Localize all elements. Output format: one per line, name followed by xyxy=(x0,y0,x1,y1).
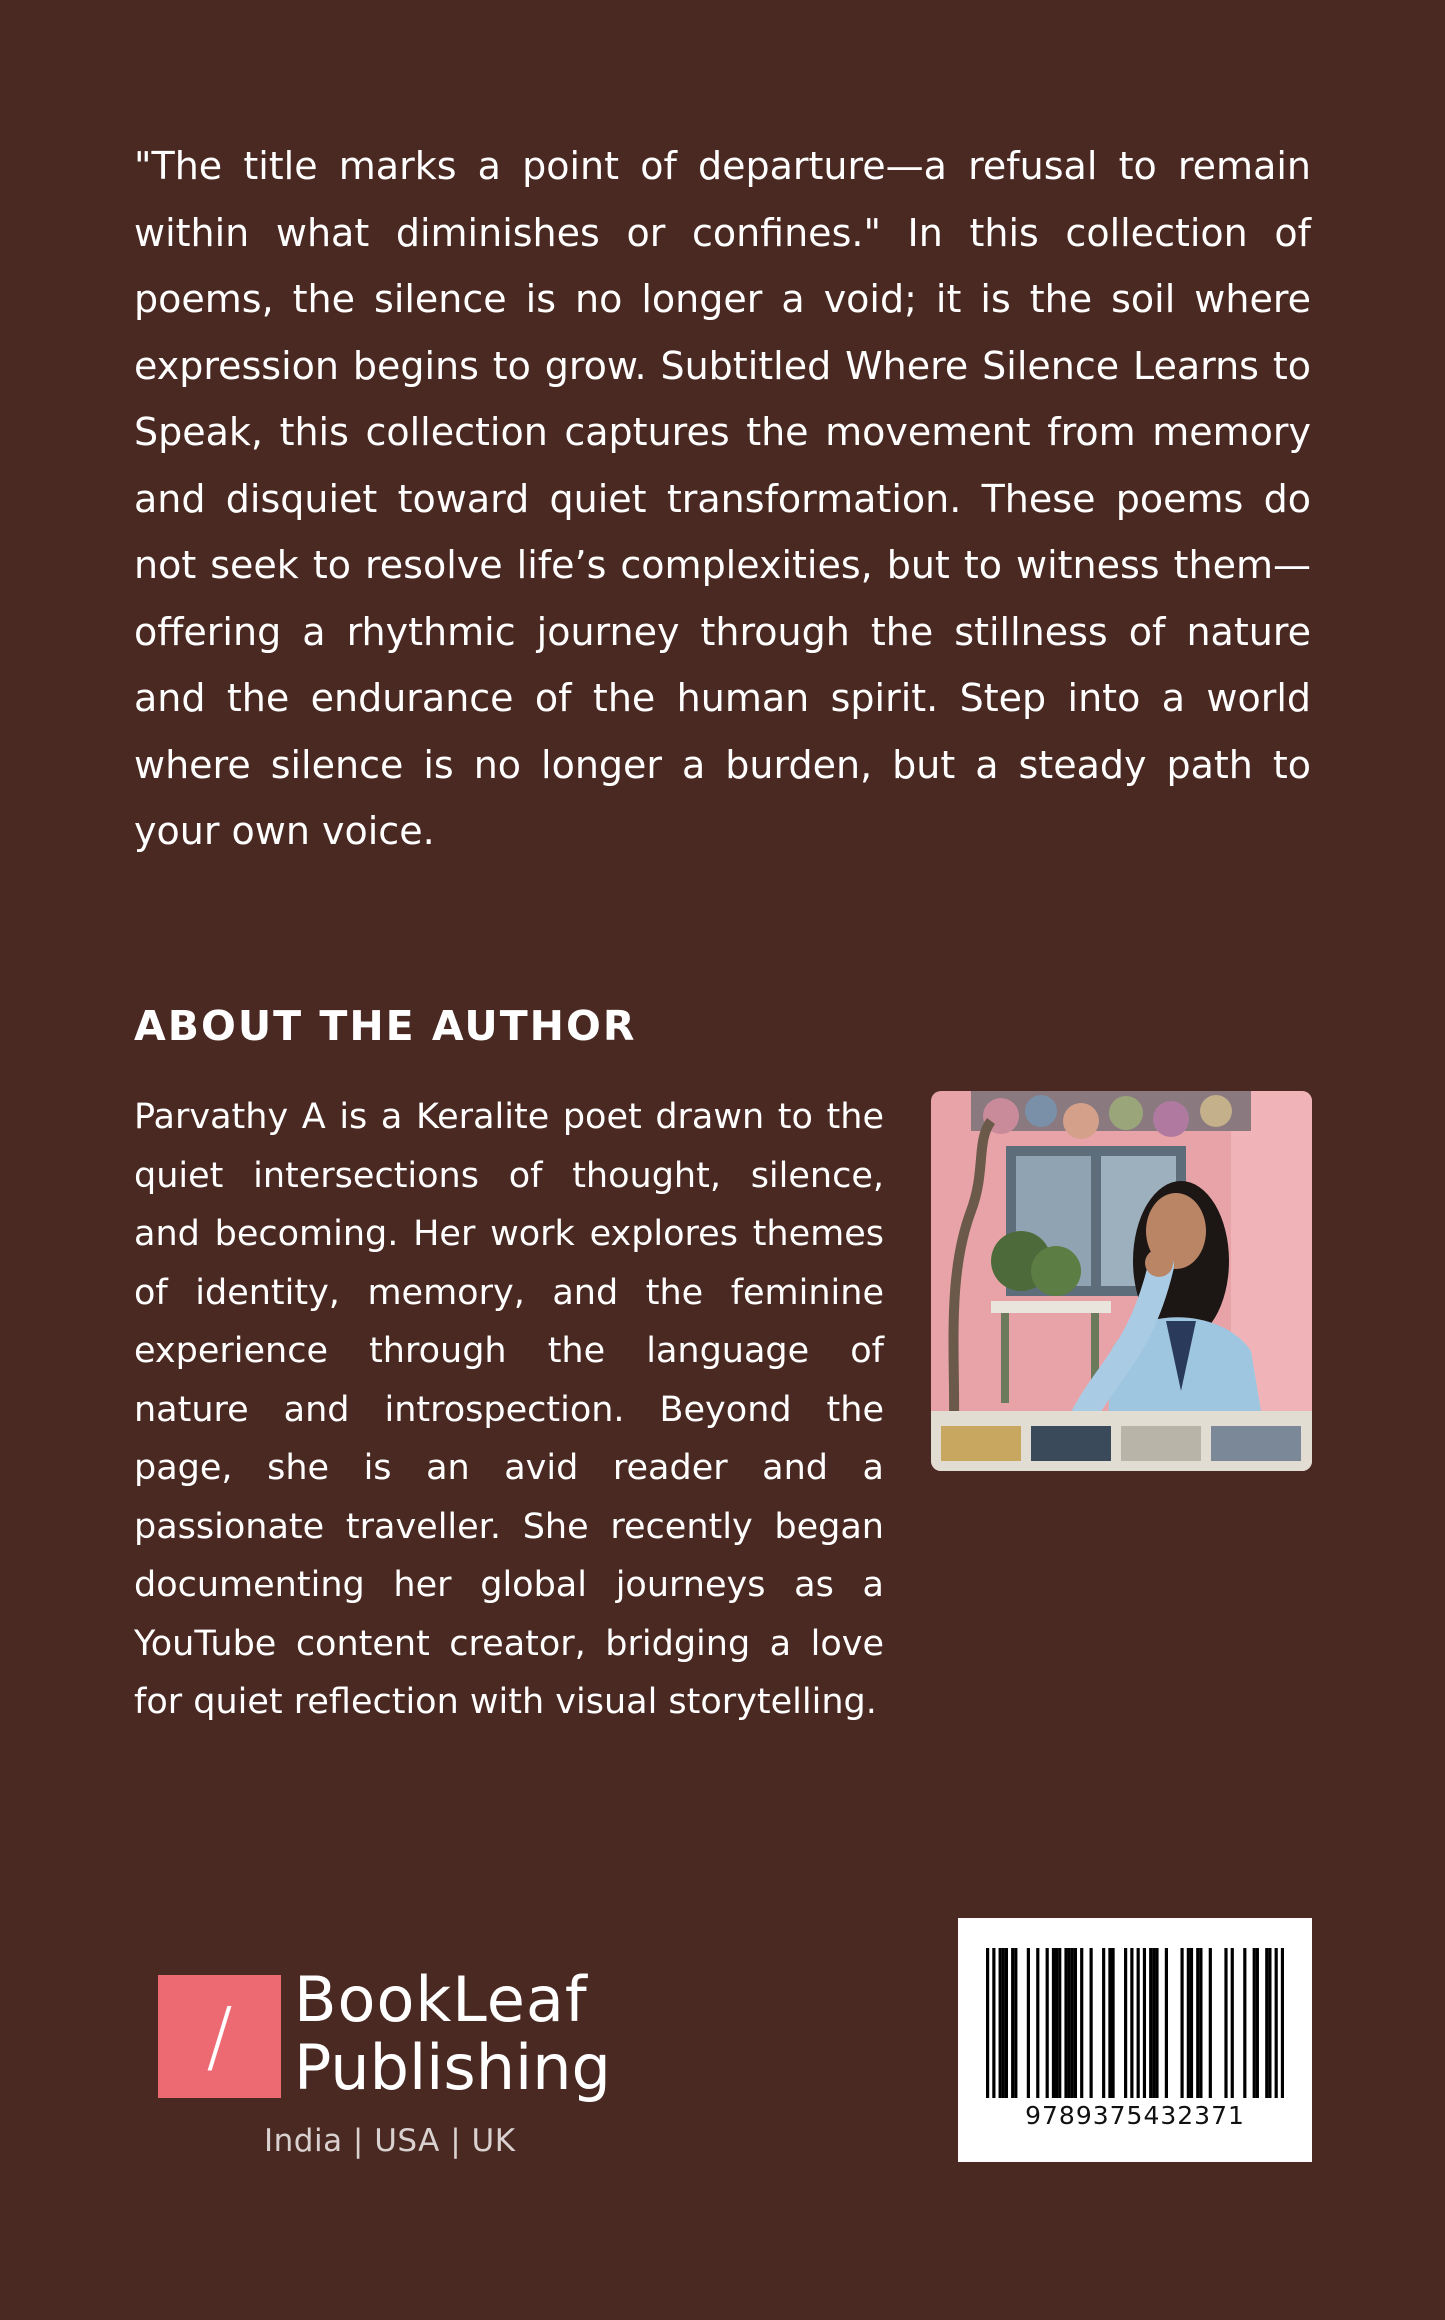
barcode-bar xyxy=(1074,1948,1077,2098)
barcode-bar xyxy=(1253,1948,1256,2098)
barcode-bar xyxy=(1014,1948,1017,2098)
barcode-bar xyxy=(1058,1948,1061,2098)
barcode-bar xyxy=(1149,1948,1152,2098)
barcode-bar xyxy=(1108,1948,1111,2098)
author-photo xyxy=(931,1091,1312,1471)
barcode-bar xyxy=(1124,1948,1127,2098)
barcode-bar xyxy=(1275,1948,1278,2098)
barcode-bar xyxy=(1190,1948,1193,2098)
publisher-name-line1: BookLeaf xyxy=(294,1963,588,2036)
barcode-bar xyxy=(999,1948,1002,2098)
barcode-bar xyxy=(1005,1948,1008,2098)
publisher-name-line2: Publishing xyxy=(294,2031,611,2104)
barcode-bar xyxy=(1068,1948,1071,2098)
isbn-number: 9789375432371 xyxy=(1025,2101,1245,2130)
barcode-bar xyxy=(1011,1948,1014,2098)
barcode-bars xyxy=(986,1948,1284,2098)
barcode-bar xyxy=(1143,1948,1146,2098)
barcode-bar xyxy=(1256,1948,1259,2098)
barcode-bar xyxy=(1155,1948,1158,2098)
barcode-bar xyxy=(1165,1948,1168,2098)
barcode-bar xyxy=(1002,1948,1005,2098)
barcode-bar xyxy=(986,1948,989,2098)
barcode-bar xyxy=(1027,1948,1030,2098)
barcode-bar xyxy=(1199,1948,1202,2098)
about-author-heading: ABOUT THE AUTHOR xyxy=(134,1002,637,1050)
barcode-bar xyxy=(1137,1948,1140,2098)
barcode-bar xyxy=(1231,1948,1234,2098)
barcode-bar xyxy=(1265,1948,1268,2098)
barcode-bar xyxy=(1111,1948,1114,2098)
barcode-bar xyxy=(1268,1948,1271,2098)
barcode-bar xyxy=(1102,1948,1105,2098)
barcode-bar xyxy=(1209,1948,1212,2098)
barcode-bar xyxy=(1046,1948,1049,2098)
barcode-bar xyxy=(1243,1948,1246,2098)
barcode-bar xyxy=(1064,1948,1067,2098)
barcode-bar xyxy=(1090,1948,1093,2098)
isbn-barcode xyxy=(958,1918,1312,2162)
barcode-bar xyxy=(1052,1948,1055,2098)
barcode-bar xyxy=(992,1948,995,2098)
barcode-bar xyxy=(1055,1948,1058,2098)
publisher-logo xyxy=(158,1965,628,2165)
barcode-bar xyxy=(1196,1948,1199,2098)
barcode-bar xyxy=(1187,1948,1190,2098)
publisher-regions: India | USA | UK xyxy=(264,2123,516,2159)
barcode-bar xyxy=(1180,1948,1183,2098)
back-cover-blurb: "The title marks a point of departure—a refusal to remain within what diminishes or confines." In this collection of poems, the silence is no longer a void; it is the soil where expression begins to grow. Subtitled Where Silence Learns to Speak, this collection captures the movement from memory and disquiet toward quiet transformation. These poems do not seek to resolve life’s complexities, but to witness them—offering a rhythmic journey through the stillness of nature and the endurance of the human spirit. Step into a world where silence is no longer a burden, but a steady path to your own voice. xyxy=(134,144,1311,853)
barcode-bar xyxy=(1071,1948,1074,2098)
barcode-bar xyxy=(1224,1948,1227,2098)
barcode-bar xyxy=(1130,1948,1133,2098)
barcode-bar xyxy=(1080,1948,1083,2098)
barcode-bar xyxy=(1152,1948,1155,2098)
author-bio: Parvathy A is a Keralite poet drawn to the quiet intersections of thought, silence, and becoming. Her work explores themes of identity, memory, and the feminine experience through the language of nature and introspection. Beyond the page, she is an avid reader and a passionate traveller. She recently began documenting her global journeys as a YouTube content creator, bridging a love for quiet reflection with visual storytelling. xyxy=(134,1097,884,1722)
logo-slash: / xyxy=(206,1991,233,2082)
barcode-bar xyxy=(1281,1948,1284,2098)
barcode-bar xyxy=(1036,1948,1039,2098)
